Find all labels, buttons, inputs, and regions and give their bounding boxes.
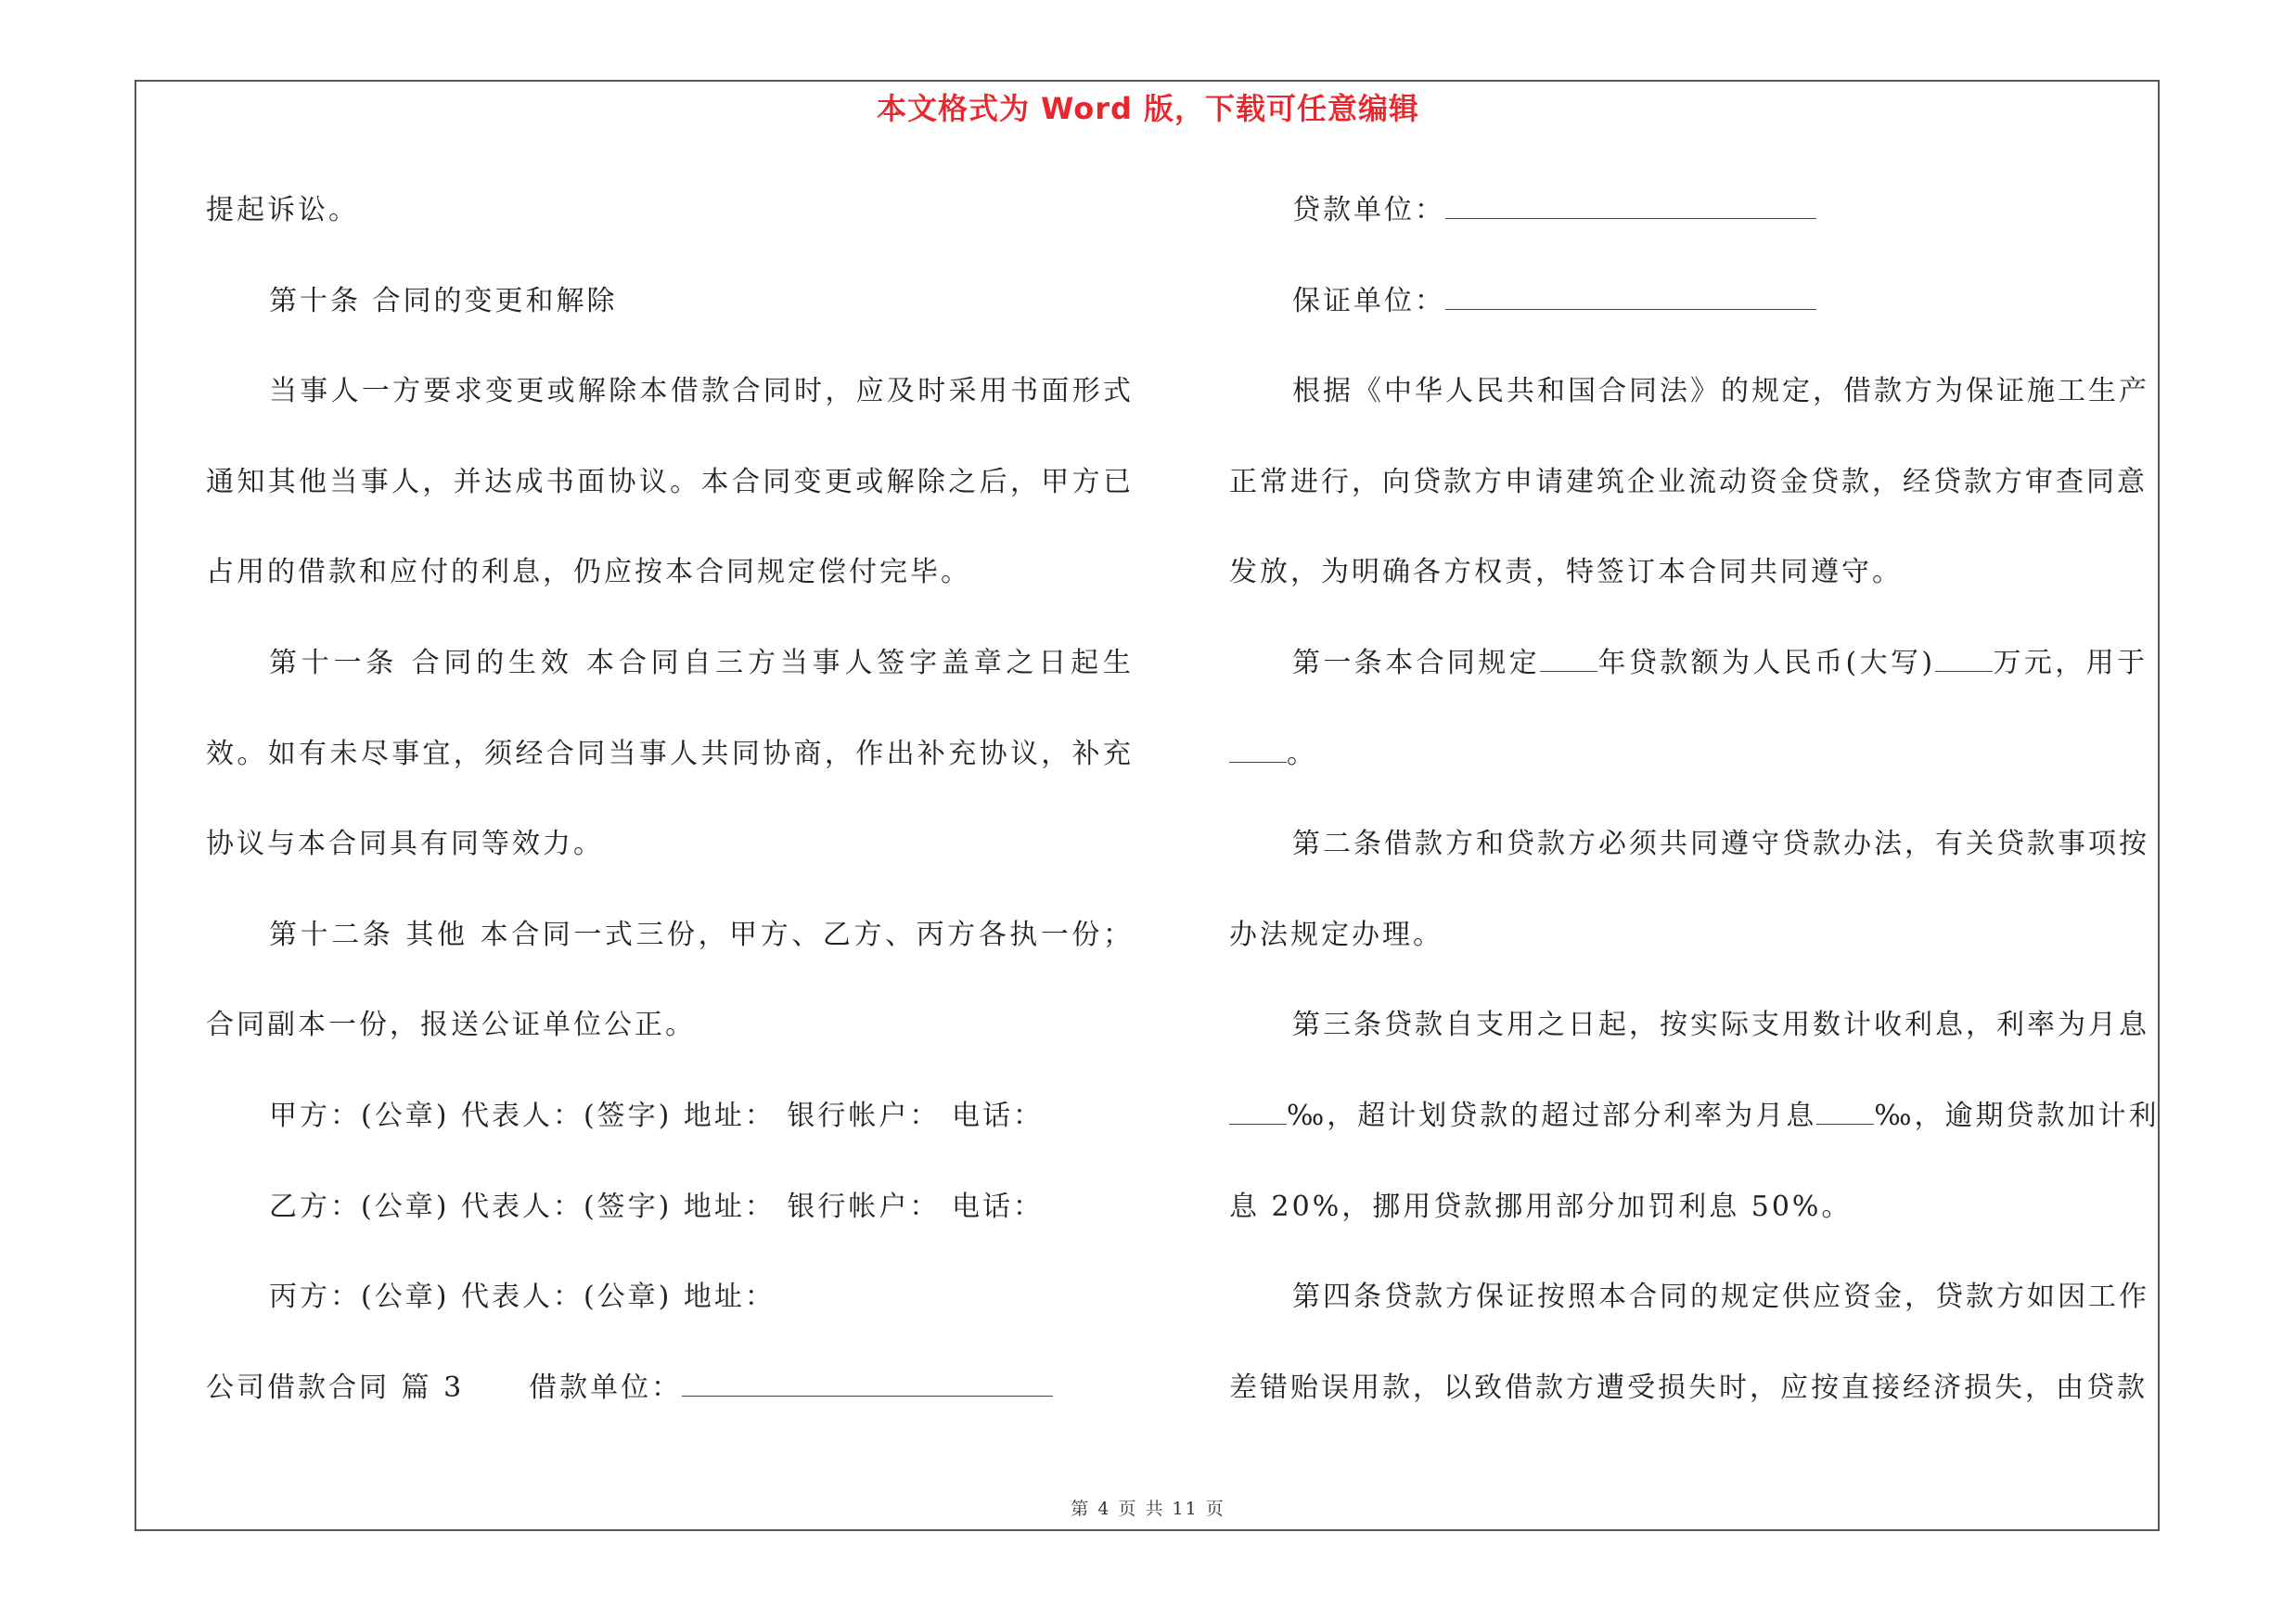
section-title-line — [206, 1363, 1134, 1454]
guarantor-blank — [1445, 281, 1816, 310]
paragraph-line: 正常进行，向贷款方申请建筑企业流动资金贷款，经贷款方审查同意 — [1229, 465, 2148, 498]
party-a-signature-line: 甲方：(公章) 代表人：(签字) 地址： 银行帐户： 电话： — [269, 1099, 1044, 1132]
borrower-blank — [682, 1368, 1053, 1397]
paragraph-line: 第十一条 合同的生效 本合同自三方当事人签字盖章之日起生 — [269, 646, 1134, 679]
paragraph-line: 根据《中华人民共和国合同法》的规定，借款方为保证施工生产 — [1292, 375, 2149, 408]
paragraph-line: 发放，为明确各方权责，特签订本合同共同遵守。 — [1229, 556, 1903, 589]
interest-text: ‰，超计划贷款的超过部分利率为月息 — [1287, 1099, 1817, 1132]
interest-rate-line — [1229, 1091, 2160, 1182]
paragraph-line: 合同副本一份，报送公证单位公正。 — [206, 1009, 696, 1042]
lender-line — [1229, 186, 2148, 277]
section-title: 公司借款合同 篇 3 — [206, 1371, 465, 1404]
paragraph-line: 提起诉讼。 — [206, 194, 359, 226]
document-header: 本文格式为 Word 版，下载可任意编辑 — [876, 91, 1420, 126]
page-number: 第 4 页 共 11 页 — [1071, 1499, 1225, 1519]
party-c-signature-line: 丙方：(公章) 代表人：(公章) 地址： — [269, 1281, 776, 1314]
lender-blank — [1445, 190, 1816, 219]
lender-label: 贷款单位： — [1292, 194, 1445, 226]
paragraph-line: 第三条贷款自支用之日起，按实际支用数计收利息，利率为月息 — [1292, 1009, 2149, 1042]
interest-text: ‰，逾期贷款加计利 — [1874, 1099, 2160, 1132]
paragraph-line: 通知其他当事人，并达成书面协议。本合同变更或解除之后，甲方已 — [206, 465, 1134, 498]
borrower-label: 借款单位： — [529, 1371, 683, 1404]
guarantor-line — [1229, 277, 2148, 367]
paragraph-line: 第四条贷款方保证按照本合同的规定供应资金，贷款方如因工作 — [1292, 1281, 2149, 1314]
monthly-rate-blank — [1229, 1096, 1287, 1125]
amount-blank — [1935, 643, 1993, 672]
article-one-text: 第一条本合同规定 — [1292, 646, 1541, 679]
overplan-rate-blank — [1816, 1096, 1874, 1125]
year-blank — [1540, 643, 1597, 672]
paragraph-line: 息 20%，挪用贷款挪用部分加罚利息 50%。 — [1229, 1190, 1853, 1223]
right-column — [1229, 186, 2160, 1453]
paragraph-line: 差错贻误用款，以致借款方遭受损失时，应按直接经济损失，由贷款 — [1229, 1371, 2148, 1404]
paragraph-line: 当事人一方要求变更或解除本借款合同时，应及时采用书面形式 — [269, 375, 1134, 408]
paragraph-line: 效。如有未尽事宜，须经合同当事人共同协商，作出补充协议，补充 — [206, 737, 1134, 770]
paragraph-line: 第十二条 其他 本合同一式三份，甲方、乙方、丙方各执一份； — [269, 918, 1134, 951]
purpose-blank — [1229, 734, 1287, 763]
article-one-text: 年贷款额为人民币(大写) — [1597, 646, 1936, 679]
left-column — [206, 186, 1134, 1453]
party-b-signature-line: 乙方：(公章) 代表人：(签字) 地址： 银行帐户： 电话： — [269, 1190, 1044, 1223]
paragraph-line: 占用的借款和应付的利息，仍应按本合同规定偿付完毕。 — [206, 556, 971, 589]
paragraph-line: 第二条借款方和贷款方必须共同遵守贷款办法，有关贷款事项按 — [1292, 828, 2149, 861]
guarantor-label: 保证单位： — [1292, 284, 1445, 317]
article-one-line — [1229, 638, 2148, 729]
purpose-line — [1229, 729, 2148, 820]
paragraph-line: 协议与本合同具有同等效力。 — [206, 828, 604, 861]
article-one-text: 万元，用于 — [1993, 646, 2148, 679]
paragraph-line: 办法规定办理。 — [1229, 918, 1443, 951]
period-text: 。 — [1287, 737, 1317, 770]
article-heading: 第十条 合同的变更和解除 — [269, 284, 618, 317]
